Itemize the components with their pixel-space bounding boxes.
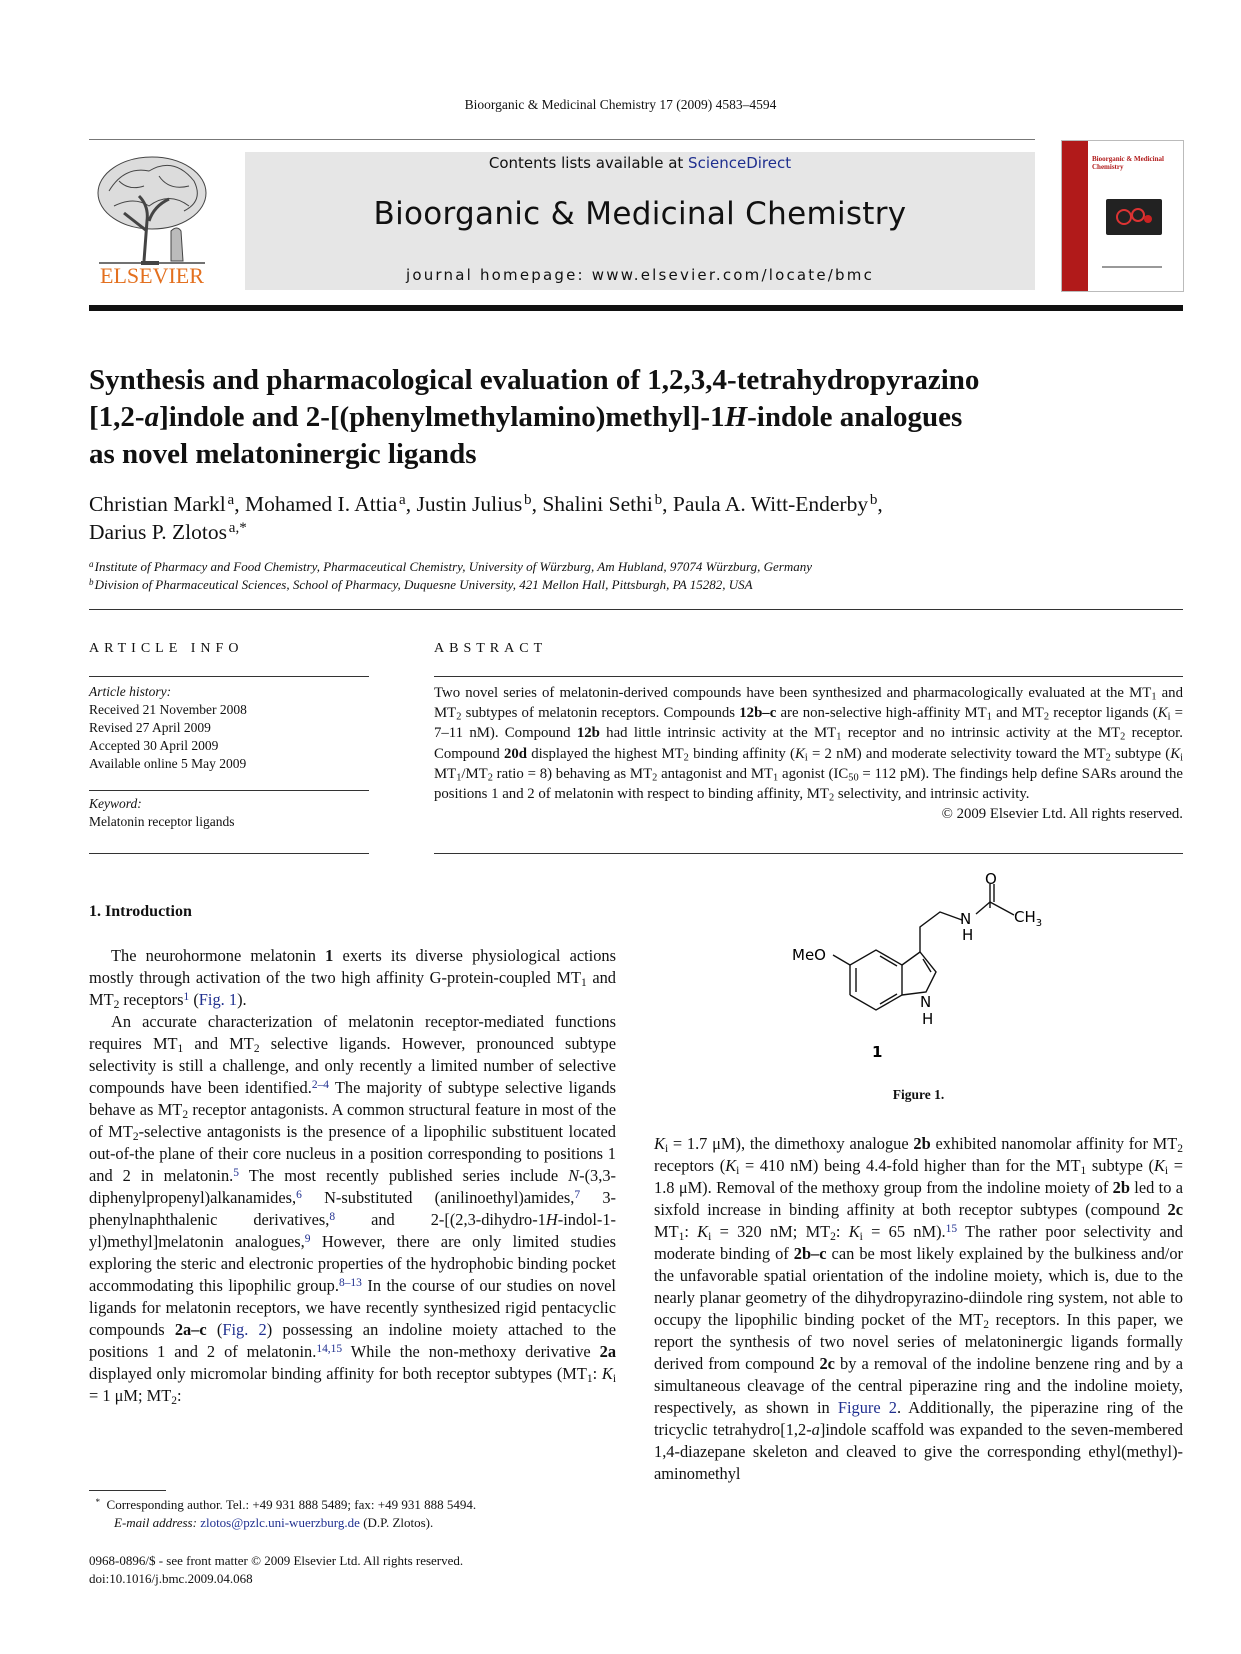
abstract-text: Two novel series of melatonin-derived compounds have been synthesized and pharmacologically evaluated at the $MT_1$ and $MT_2$ subtypes of melatonin receptors. Compounds 12b–c are non-selective high-affinity $MT_1$ and $MT_2$ receptor ligands ($K_i = 7-11$ nM). Compound 12b had little intrinsic activity at the $MT_1$ receptor and no intrinsic activity at the $MT_2$ receptor. Compound 20d displayed the highest $MT_2$ binding affinity ($K_i = 2$ nM) and moderate selectivity toward the $MT_2$ subtype ($K_i$ $MT_1/MT_2$ ratio = 8) behaving as $MT_2$ antagonist and $MT_1$ agonist ($IC_{50} = 112$ pM). The findings help define SARs around the positions 1 and 2 of melatonin with respect to binding affinity, $MT_2$ selectivity, and intrinsic activity. © 2009 Elsevier Ltd. All rights reserved. [434, 683, 1183, 824]
journal-masthead [245, 152, 1035, 290]
history-accepted: Accepted 30 April 2009 [89, 738, 219, 753]
history-revised: Revised 27 April 2009 [89, 720, 211, 735]
title-line-1: Synthesis and pharmacological evaluation of 1,2,3,4-tetrahydropyrazino [89, 364, 980, 396]
author-affiliation-mark: b [524, 492, 532, 509]
structure-bonds [833, 884, 1014, 1010]
affiliation-a [89, 559, 812, 575]
compound-label-1: 1 [872, 1043, 883, 1061]
corresponding-author-footnote [89, 1496, 649, 1532]
journal-cover-thumbnail[interactable] [1061, 140, 1184, 292]
author-name: Mohamed I. Attia [244, 492, 398, 516]
abstract-heading: ABSTRACT [434, 641, 548, 656]
affiliation-rule [89, 609, 1183, 610]
affiliation-b [89, 577, 753, 593]
citation-link[interactable]: 8–13 [338, 1276, 362, 1289]
author-name: Darius P. Zlotos [89, 520, 227, 544]
figure-1-melatonin-structure [770, 870, 1090, 1070]
figure-1-link[interactable]: Fig. 1 [198, 990, 238, 1009]
header-thick-rule [89, 305, 1183, 311]
author-affiliation-mark: a [399, 492, 406, 509]
label-oxygen: O [985, 870, 997, 888]
label-ch3 [1014, 908, 1042, 929]
affiliation-text: Division of Pharmaceutical Sciences, School of Pharmacy, Duquesne University, 421 Mellon Hall, Pittsburgh, PA 15282, USA [94, 577, 753, 592]
affiliation-mark: b [89, 576, 94, 587]
label-ring-h: H [922, 1010, 934, 1028]
body-column-left [89, 945, 616, 1407]
cover-molecule-icon [1106, 199, 1162, 235]
citation-link[interactable]: 2–4 [311, 1078, 330, 1091]
label-meo: MeO [792, 946, 826, 964]
label-ch3-sub: 3 [1035, 918, 1043, 929]
email-suffix: (D.P. Zlotos). [363, 1515, 434, 1530]
cover-strip [1062, 141, 1088, 291]
figure-2-link[interactable]: Fig. 2 [222, 1320, 267, 1339]
journal-homepage-link[interactable]: journal homepage: www.elsevier.com/locate/bmc [405, 266, 875, 284]
history-received: Received 21 November 2008 [89, 702, 247, 717]
label-ring-n: N [920, 993, 932, 1011]
label-ch: CH [1014, 908, 1036, 926]
citation-link[interactable]: 8 [329, 1210, 336, 1223]
abstract-rule [434, 853, 1183, 854]
section-heading-introduction: 1. Introduction [89, 903, 192, 920]
citation-link[interactable]: 15 [945, 1222, 958, 1235]
cover-title: Bioorganic & Medicinal Chemistry [1092, 155, 1164, 171]
citation-link[interactable]: 7 [574, 1188, 581, 1201]
info-rule [89, 676, 369, 677]
footnote-rule [89, 1490, 166, 1491]
article-title [89, 362, 1189, 473]
history-label: Article history: [89, 684, 172, 699]
title-part-2e: -indole analogues [747, 401, 963, 433]
title-line-3: as novel melatoninergic ligands [89, 438, 477, 470]
affiliation-text: Institute of Pharmacy and Food Chemistry, Pharmaceutical Chemistry, University of Würzburg, Am Hubland, 97074 Würzburg, Germany [94, 559, 812, 574]
footnote-marker: * [95, 1496, 101, 1507]
issn-doi-block [89, 1552, 649, 1588]
author[interactable] [89, 492, 234, 516]
elsevier-wordmark: ELSEVIER [100, 263, 204, 288]
title-part-2b: a [144, 401, 160, 433]
author-affiliation-mark: b [654, 492, 663, 509]
figure-2-link[interactable]: Figure 2 [837, 1398, 897, 1417]
email-label: E-mail address: [114, 1515, 197, 1530]
author-name: Justin Julius [416, 492, 523, 516]
citation-link[interactable]: 14,15 [316, 1342, 343, 1355]
author-name: Christian Markl [89, 492, 226, 516]
history-online: Available online 5 May 2009 [89, 756, 247, 771]
footnote-line-2 [89, 1514, 649, 1532]
author[interactable] [542, 492, 662, 516]
citation-link[interactable]: 9 [304, 1232, 311, 1245]
paragraph: The neurohormone melatonin 1 exerts its diverse physiological actions mostly through activation of the two high affinity G-protein-coupled $MT_1$ and $MT_2$ receptors$^1$ (Fig. 1). [89, 946, 617, 1011]
author[interactable] [416, 492, 531, 516]
cover-image [1106, 199, 1162, 235]
doi-link[interactable]: doi:10.1016/j.bmc.2009.04.068 [89, 1571, 253, 1586]
author[interactable] [673, 492, 878, 516]
cover-footer-line [1102, 266, 1162, 268]
footnote-contact: Corresponding author. Tel.: +49 931 888 5489; fax: +49 931 888 5494. [106, 1497, 477, 1512]
email-link[interactable]: zlotos@pzlc.uni-wuerzburg.de [200, 1515, 360, 1530]
issn-line: 0968-0896/$ - see front matter © 2009 Elsevier Ltd. All rights reserved. [89, 1553, 464, 1568]
melatonin-structure-svg [770, 870, 1090, 1070]
header-rule [89, 139, 1035, 140]
keywords [89, 795, 369, 831]
label-amide-h: H [962, 926, 974, 944]
paragraph: $K_i = 1.7$ μM), the dimethoxy analogue 2b exhibited nanomolar affinity for $MT_2$ receptors ($K_i = 410$ nM) being 4.4-fold higher than for the $MT_1$ subtype ($K_i = 1.8$ μM). Removal of the methoxy group from the indoline moiety of 2b led to a sixfold increase in binding affinity at both receptor subtypes (compound 2c $MT_1$: $K_i = 320$ nM; $MT_2$: $K_i = 65$ nM).$^{15}$ The rather poor selectivity and moderate binding of 2b–c can be most likely explained by the bulkiness and/or the unfavorable spatial orientation of the indoline moiety, which is, due to the nearly planar geometry of the dihydropyrazino-diindole ring system, not able to occupy the lipophilic binding pocket of the $MT_2$ receptors. In this paper, we report the synthesis of two novel series of melatoninergic ligands formally derived from compound 2c by a removal of the indoline benzene ring and by a simultaneous cleavage of the central piperazine ring and the indoline moiety, respectively, as shown in Figure 2. Additionally, the piperazine ring of the tricyclic tetrahydro[1,2-a]indole scaffold was expanded to the seven-membered 1,4-diazepane skeleton and cleaved to give the corresponding ethyl(methyl)-aminomethyl [654, 1134, 1184, 1483]
author-affiliation-mark: b [869, 492, 878, 509]
citation-link[interactable]: 1 [183, 990, 190, 1003]
author-name: Shalini Sethi [542, 492, 653, 516]
running-head: Bioorganic & Medicinal Chemistry 17 (2009) 4583–4594 [464, 97, 777, 112]
info-rule [89, 790, 369, 791]
abstract-rule [434, 676, 1183, 677]
keyword[interactable]: Melatonin receptor ligands [89, 814, 235, 829]
author[interactable] [89, 520, 247, 544]
label-amide-n: N [960, 910, 972, 928]
journal-name: Bioorganic & Medicinal Chemistry [373, 196, 907, 232]
author[interactable] [245, 492, 406, 516]
abstract-copyright: © 2009 Elsevier Ltd. All rights reserved. [941, 806, 1183, 823]
article-info-heading: ARTICLE INFO [89, 641, 244, 656]
figure-1-caption: Figure 1. [892, 1087, 945, 1102]
body-column-right [654, 1133, 1183, 1485]
contents-line [245, 154, 1035, 172]
contents-prefix: Contents lists available at [488, 154, 689, 172]
article-history [89, 683, 369, 773]
citation-link[interactable]: 6 [296, 1188, 302, 1201]
elsevier-logo[interactable] [89, 151, 215, 291]
sciencedirect-link[interactable]: ScienceDirect [688, 154, 792, 172]
footnote-line-1 [89, 1496, 649, 1514]
author-list: Christian Markl $^a$, Mohamed I. Attia $^a$, Justin Julius $^b$, Shalini Sethi $^b$, Paula A. Witt-Enderby $^b$, Darius P. Zlotos $^{a,*}$ [89, 492, 883, 544]
author-name: Paula A. Witt-Enderby [672, 492, 869, 516]
title-part-2d: H [724, 401, 748, 433]
title-part-2c: ]indole and 2-[(phenylmethylamino)methyl]-1 [159, 401, 725, 433]
citation-link[interactable]: 5 [233, 1166, 239, 1179]
info-rule [89, 853, 369, 854]
affiliation-mark: a [89, 558, 94, 569]
author-affiliation-mark: a [227, 492, 235, 509]
title-part-2a: [1,2- [89, 401, 145, 433]
paragraph: An accurate characterization of melatonin receptor-mediated functions requires $MT_1$ and $MT_2$ selective ligands. However, pronounced subtype selectivity is still a challenge, and only recently a limited number of selective compounds have been identified.$^{2-4}$ The majority of subtype selective ligands behave as $MT_2$ receptor antagonists. A common structural feature in most of the of $MT_2$-selective antagonists is the presence of a lipophilic substituent located out-of-the plane of their core nucleus in a position corresponding to positions 1 and 2 in melatonin.$^5$ The most recently published series include N-(3,3-diphenylpropenyl)alkanamides,$^6$ N-substituted (anilinoethyl)amides,$^7$ 3-phenylnaphthalenic derivatives,$^8$ and 2-[(2,3-dihydro-1H-indol-1-yl)methyl]melatonin analogues,$^9$ However, there are only limited studies exploring the steric and electronic properties of the hydrophobic binding pocket accommodating this lipophilic group.$^{8-13}$ In the course of our studies on novel ligands for melatonin receptors, we have recently synthesized rigid pentacyclic compounds 2a–c (Fig. 2) possessing an indoline moiety attached to the positions 1 and 2 of melatonin.$^{14,15}$ While the non-methoxy derivative 2a displayed only micromolar binding affinity for both receptor subtypes ($MT_1$: $K_i = 1$ μM; $MT_2$: [89, 1012, 617, 1407]
keyword-label: Keyword: [89, 796, 142, 811]
author-affiliation-mark: a,* [228, 520, 247, 537]
